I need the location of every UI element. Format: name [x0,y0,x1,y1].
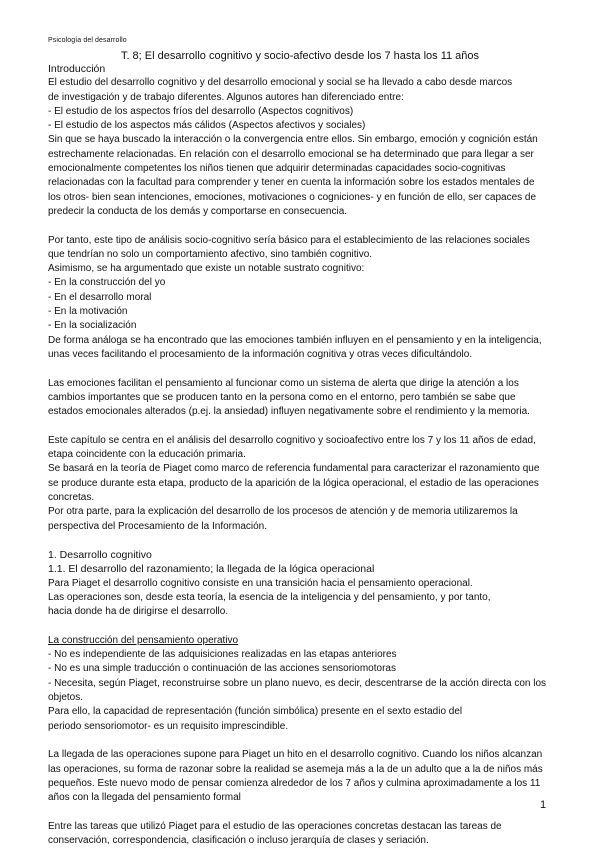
subsection-heading: 1.1. El desarrollo del razonamiento; la llegada de la lógica operacional [48,563,375,576]
text-line: los otros- bien sean intenciones, emociones, motivaciones o cogniciones- y en función de ello, ser capaces de [48,191,537,203]
text-line: Las operaciones son, desde esta teoría, la esencia de la inteligencia y del pensamiento, y por tanto, [48,591,491,603]
underlined-heading: La construcción del pensamiento operativo [48,634,239,646]
section1-paragraph-4 [48,820,560,848]
text-line: periodo sensoriomotor- es un requisito imprescindible. [48,720,289,732]
text-line: unas veces facilitando el procesamiento de la información cognitiva y otras veces dificultándolo. [48,348,473,360]
text-line: relacionadas con la facultad para comprender y tener en cuenta la información sobre los estados mentales de [48,177,535,189]
running-header: Psicología del desarrollo [48,37,127,44]
text-line: años con la llegada del pensamiento formal [48,792,241,804]
section1-paragraph-2 [48,648,560,734]
intro-heading: Introducción [48,63,106,75]
text-line: De forma análoga se ha encontrado que las emociones también influyen en el pensamiento y en la inteligencia, [48,334,542,346]
document-body [48,62,560,848]
page-number: 1 [540,799,547,811]
text-line: que tendrían no solo un comportamiento afectivo, sino también cognitivo. [48,248,373,260]
text-line: emocionalmente competentes los niños tienen que adquirir determinadas capacidades socio-cognitivas [48,163,506,175]
text-line: Se basará en la teoría de Piaget como marco de referencia fundamental para caracterizar el razonamiento que [48,463,540,475]
text-line: - El estudio de los aspectos fríos del desarrollo (Aspectos cognitivos) [48,105,354,117]
text-line: etapa coincidente con la educación primaria. [48,449,246,461]
text-line: pequeños. Este nuevo modo de pensar comienza alrededor de los 7 años y culmina aproximadamente a los 11 [48,777,541,789]
intro-paragraph-4 [48,434,560,534]
text-line: se produce durante esta etapa, producto de la aparición de la lógica operacional, el estadio de las operaciones [48,477,539,489]
text-line: Por tanto, este tipo de análisis socio-cognitivo sería básico para el establecimiento de las relaciones sociales [48,234,530,246]
text-line: - En el desarrollo moral [48,291,152,303]
text-line: - En la motivación [48,306,128,318]
text-line: - En la construcción del yo [48,277,166,289]
text-line: Este capítulo se centra en el análisis del desarrollo cognitivo y socioafectivo entre los 7 y los 11 años de edad, [48,434,536,446]
text-line: las operaciones, su forma de razonar sobre la realidad se asemeja más a la de un adulto que a la de niños más [48,763,543,775]
text-line: - No es independiente de las adquisiciones realizadas en las etapas anteriores [48,649,397,661]
intro-paragraph-3 [48,377,560,420]
text-line: Asimismo, se ha argumentado que existe un notable sustrato cognitivo: [48,263,365,275]
text-line: estados emocionales alterados (p.ej. la ansiedad) influyen negativamente sobre el rendimiento y la memoria. [48,406,530,418]
text-line: Las emociones facilitan el pensamiento al funcionar como un sistema de alerta que dirige la atención a los [48,377,519,389]
section-heading: 1. Desarrollo cognitivo [48,549,152,562]
text-line: Para Piaget el desarrollo cognitivo consiste en una transición hacia el pensamiento operacional. [48,577,473,589]
text-line: cambios importantes que se producen tanto en la persona como en el entorno, pero también se sabe que [48,391,516,403]
text-line: - El estudio de los aspectos más cálidos (Aspectos afectivos y sociales) [48,120,366,132]
intro-paragraph-1 [48,76,560,219]
text-line: - Necesita, según Piaget, reconstruirse sobre un plano nuevo, es decir, descentrarse de la acción directa con los [48,677,547,689]
text-line: Sin que se haya buscado la interacción o la convergencia entre ellos. Sin embargo, emoción y cognición están [48,134,538,146]
intro-paragraph-2 [48,234,560,363]
text-line: hacia donde ha de dirigirse el desarrollo. [48,606,229,618]
text-line: Por otra parte, para la explicación del desarrollo de los procesos de atención y de memoria utilizaremos la [48,506,518,518]
section1-paragraph-3 [48,748,560,805]
text-line: Para ello, la capacidad de representación (función simbólica) presente en el sexto estadio del [48,706,463,718]
chapter-title: T. 8; El desarrollo cognitivo y socio-afectivo desde los 7 hasta los 11 años [120,50,480,62]
text-line: La llegada de las operaciones supone para Piaget un hito en el desarrollo cognitivo. Cuando los niños alcanzan [48,749,543,761]
section1-paragraph-1 [48,577,560,620]
text-line: estrechamente relacionadas. En relación con el desarrollo emocional se ha determinado que para llegar a ser [48,148,534,160]
text-line: concretas. [48,491,95,503]
text-line: de investigación y de trabajo diferentes. Algunos autores han diferenciado entre: [48,91,404,103]
text-line: predecir la conducta de los demás y comportarse en consecuencia. [48,205,348,217]
text-line: objetos. [48,692,84,704]
text-line: Entre las tareas que utilizó Piaget para el estudio de las operaciones concretas destacan las tareas de [48,820,502,832]
text-line: conservación, correspondencia, clasificación o incluso jerarquía de clases y seriación. [48,835,429,847]
text-line: El estudio del desarrollo cognitivo y del desarrollo emocional y social se ha llevado a cabo desde marcos [48,77,513,89]
text-line: - En la socialización [48,320,137,332]
text-line: perspectiva del Procesamiento de la Información. [48,520,268,532]
text-line: - No es una simple traducción o continuación de las acciones sensoriomotoras [48,663,396,675]
